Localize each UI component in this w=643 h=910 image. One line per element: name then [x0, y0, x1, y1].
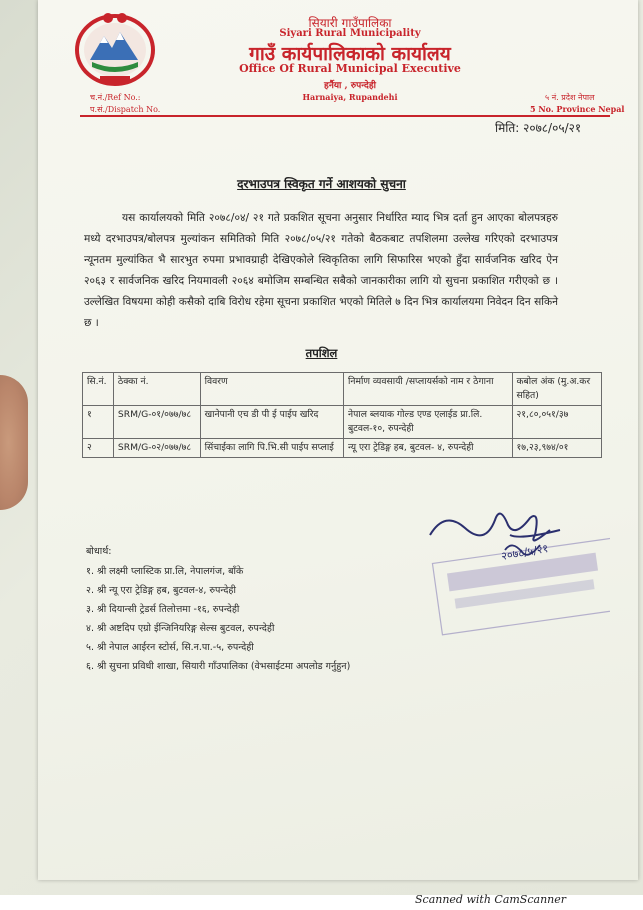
- cell-bid-amount: २१,८०,०५१/३७: [512, 406, 602, 439]
- nepal-emblem-icon: [72, 10, 158, 88]
- header-bid-amount: कबोल अंक (मु.अ.कर सहित): [512, 373, 602, 406]
- table-row: [83, 439, 602, 458]
- cell-description: सिंचाईका लागि पि.भि.सी पाईप सप्लाई: [200, 439, 343, 458]
- dispatch-no-label: प.सं./Dispatch No.: [90, 105, 161, 114]
- scanner-watermark: Scanned with CamScanner: [415, 893, 567, 906]
- list-item: ५. श्री नेपाल आईरन स्टोर्स, सि.न.पा.-५, रुपन्देही: [86, 642, 254, 653]
- header-supplier: निर्माण व्यवसायी /सप्लायर्सको नाम र ठेगाना: [344, 373, 512, 406]
- cell-contract-no: SRM/G-०१/०७७/७८: [113, 406, 200, 439]
- municipality-name-nepali: सियारी गाउँपालिका: [308, 16, 392, 30]
- list-item: १. श्री लक्ष्मी प्लास्टिक प्रा.लि, नेपालगंज, बाँके: [86, 566, 244, 577]
- province-nepali: ५ नं. प्रदेश नेपाल: [545, 93, 595, 102]
- office-name-english: Office Of Rural Municipal Executive: [239, 62, 461, 75]
- list-item: २. श्री न्यू एरा ट्रेडिङ्ग हब, बुटवल-४, रुपन्देही: [86, 585, 236, 596]
- ref-no-label: च.नं./Ref No.:: [90, 93, 141, 102]
- header-description: विवरण: [200, 373, 343, 406]
- list-item: ४. श्री अष्टदिप एग्रो ईन्जिनियरिङ्ग सेल्स बुटवल, रुपन्देही: [86, 623, 275, 634]
- cell-description: खानेपानी एच डी पी ई पाईप खरिद: [200, 406, 343, 439]
- address-nepali: हर्नैया , रुपन्देही: [324, 81, 376, 91]
- cc-label: बोधार्थ:: [86, 546, 112, 557]
- address-english: Harnaiya, Rupandehi: [302, 92, 398, 102]
- contract-details-table: [82, 372, 602, 458]
- cell-supplier: न्यू एरा ट्रेडिङ्ग हब, बुटवल- ४, रुपन्देही: [344, 439, 512, 458]
- list-item: ६. श्री सुचना प्रविधी शाखा, सियारी गाँउपालिका (वेभसाईटमा अपलोड गर्नुहुन): [86, 661, 351, 672]
- office-name-nepali: गाउँ कार्यपालिकाको कार्यालय: [249, 43, 451, 65]
- letterhead-divider: [80, 115, 610, 117]
- municipality-name-english: Siyari Rural Municipality: [279, 28, 421, 39]
- list-item: ३. श्री दियान्सी ट्रेडर्स तिलोत्तमा -१६, रुपन्देही: [86, 604, 240, 615]
- notice-title: दरभाउपत्र स्विकृत गर्ने आशयको सुचना: [237, 177, 406, 191]
- cell-supplier: नेपाल ब्लयाक गोल्ड एण्ड एलाईड प्रा.लि. बुटवल-१०, रुपन्देही: [344, 406, 512, 439]
- province-english: 5 No. Province Nepal: [530, 104, 625, 114]
- handwritten-signature: [430, 514, 560, 541]
- cell-serial: १: [83, 406, 114, 439]
- holding-thumb: [0, 375, 28, 510]
- notice-body: यस कार्यालयको मिति २०७८/०४/ २१ गते प्रकशित सूचना अनुसार निर्धारित म्याद भित्र दर्ता हुन आएका बोलपत्रहरु मध्ये दरभाउपत्र/बोलपत्र मुल्यांकन समितिको मिति २०७८/०५/२१ गतेको बैठकबाट तपशिलमा उल्लेख गरिएको दरभाउपत्र न्यूनतम मुल्यांकित भै सारभुत रुपमा प्रभावग्राही देखिएकोले स्विकृतिका लागि सिफारिस भएको हुँदा सार्वजनिक खरिद ऐन २०६३ र सार्वजनिक खरिद नियमावली २०६४ बमोजिम सम्बन्धित सबैको जानकारीका लागि यो सुचना प्रकाशित गरीएको छ । उल्लेखित विषयमा कोही कसैको दाबि विरोध रहेमा सूचना प्रकाशित भएको मितिले ७ दिन भित्र कार्यालयमा निवेदन दिन सकिने छ ।: [84, 212, 558, 329]
- cell-contract-no: SRM/G-०२/०७७/७८: [113, 439, 200, 458]
- cell-serial: २: [83, 439, 114, 458]
- table-row: [83, 406, 602, 439]
- table-header-row: [83, 373, 602, 406]
- notice-date: मिति: २०७८/०५/२१: [495, 121, 582, 135]
- cc-list: [86, 562, 350, 676]
- header-serial: सि.नं.: [83, 373, 114, 406]
- signature-and-stamp: [410, 500, 610, 640]
- header-contract-no: ठेक्का नं.: [113, 373, 200, 406]
- signature-date: २०७८/५/२१: [500, 541, 550, 563]
- cell-bid-amount: १७,२३,९७४/०१: [512, 439, 602, 458]
- details-heading: तपशिल: [305, 346, 338, 360]
